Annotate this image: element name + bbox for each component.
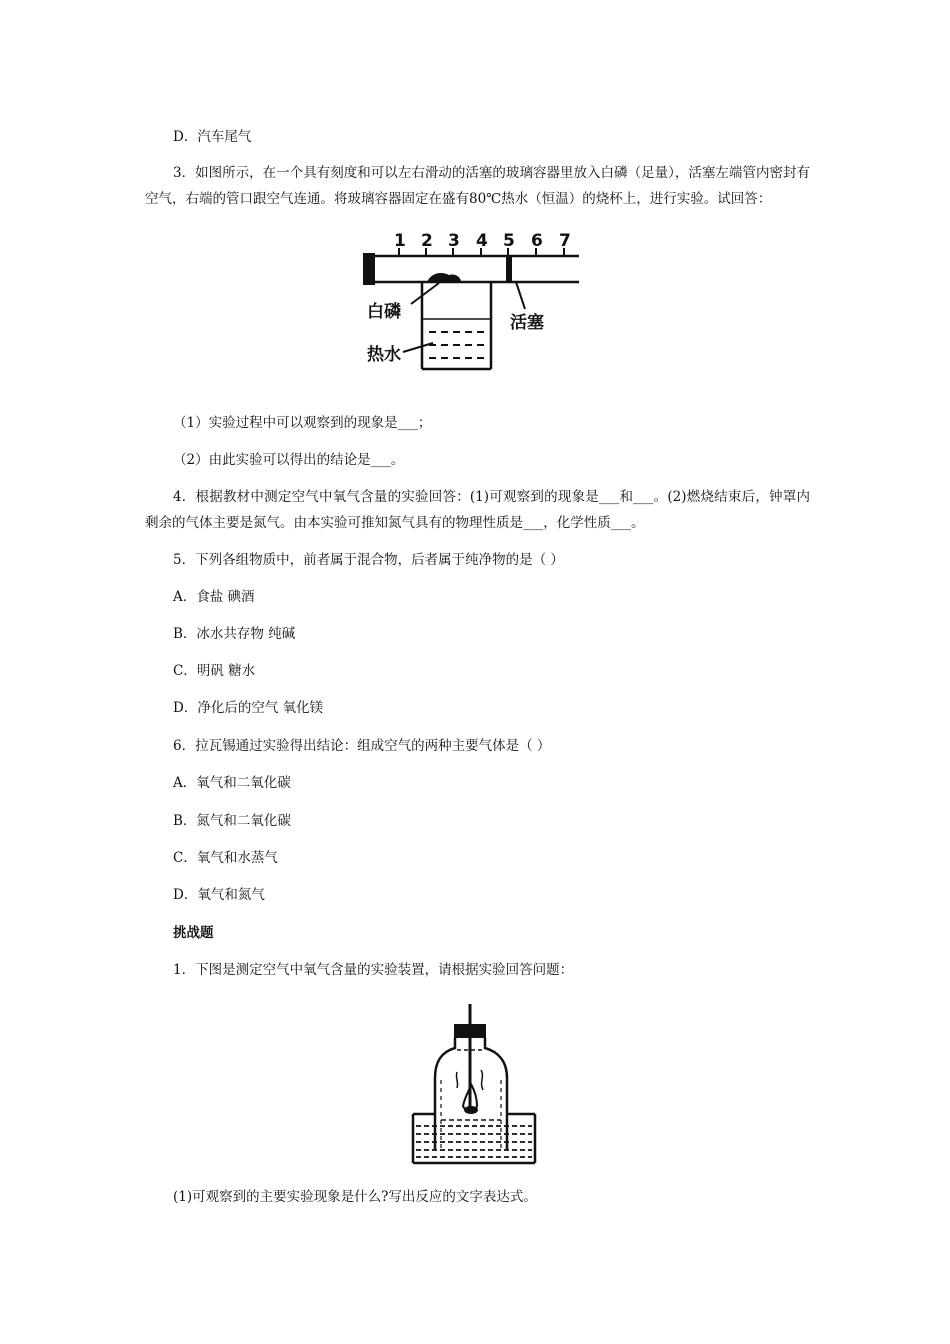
q5-option-c: C．明矾 糖水 bbox=[173, 663, 256, 679]
q3-sub1: （1）实验过程中可以观察到的现象是___； bbox=[173, 415, 432, 431]
scale-number: 3 bbox=[448, 231, 460, 251]
glass-tube bbox=[375, 256, 579, 282]
q5-option-a: A．食盐 碘酒 bbox=[173, 589, 255, 605]
q3-stem: 3．如图所示，在一个具有刻度和可以左右滑动的活塞的玻璃容器里放入白磷（足量），活塞左端管内密封有空气，右端的管口跟空气连通。将玻璃容器固定在盛有80℃热水（恒温）的烧杯上，进行实验。试回答： bbox=[145, 165, 810, 207]
q5-option-d: D．净化后的空气 氧化镁 bbox=[173, 700, 324, 716]
challenge-q1-sub1: (1)可观察到的主要实验现象是什么?写出反应的文字表达式。 bbox=[173, 1189, 537, 1205]
hot-water-lines bbox=[429, 332, 487, 358]
scale-number: 1 bbox=[394, 231, 406, 251]
q6-option-a: A．氧气和二氧化碳 bbox=[173, 775, 291, 791]
figure-bell-jar-apparatus bbox=[405, 1000, 545, 1170]
scale-number: 4 bbox=[476, 231, 488, 251]
q4-stem: 4．根据教材中测定空气中氧气含量的实验回答：(1)可观察到的现象是___和___。(2)燃烧结束后，钟罩内剩余的气体主要是氮气。由本实验可推知氮气具有的物理性质是___，化学性质___。 bbox=[145, 489, 810, 531]
q3-sub2: （2）由此实验可以得出的结论是___。 bbox=[173, 452, 405, 468]
q2-option-d: D．汽车尾气 bbox=[173, 129, 252, 145]
label-white-phosphorus: 白磷 bbox=[367, 302, 401, 322]
scale-number: 6 bbox=[531, 231, 543, 251]
trough-water-lines bbox=[416, 1126, 532, 1157]
label-hot-water: 热水 bbox=[367, 345, 401, 365]
q5-option-b: B．冰水共存物 纯碱 bbox=[173, 626, 296, 642]
beaker bbox=[422, 282, 491, 369]
challenge-q1-stem: 1．下图是测定空气中氧气含量的实验装置，请根据实验回答问题： bbox=[173, 962, 574, 978]
white-phosphorus bbox=[427, 273, 461, 282]
figure-piston-apparatus bbox=[355, 225, 590, 380]
left-stopper bbox=[363, 253, 375, 285]
water-trough bbox=[413, 1114, 535, 1163]
label-piston: 活塞 bbox=[510, 313, 544, 333]
scale-numbers bbox=[394, 231, 571, 251]
q5-stem: 5．下列各组物质中，前者属于混合物，后者属于纯净物的是（ ） bbox=[173, 552, 564, 568]
scale-number: 2 bbox=[421, 231, 433, 251]
section-title: 挑战题 bbox=[173, 925, 214, 941]
stopper bbox=[454, 1024, 486, 1038]
scale-number: 7 bbox=[559, 231, 571, 251]
piston bbox=[506, 256, 512, 282]
q6-option-d: D．氧气和氮气 bbox=[173, 887, 265, 903]
q6-option-c: C．氧气和水蒸气 bbox=[173, 850, 278, 866]
q6-stem: 6．拉瓦锡通过实验得出结论：组成空气的两种主要气体是（ ） bbox=[173, 738, 551, 754]
q6-option-b: B．氮气和二氧化碳 bbox=[173, 813, 291, 829]
scale-number: 5 bbox=[503, 231, 515, 251]
